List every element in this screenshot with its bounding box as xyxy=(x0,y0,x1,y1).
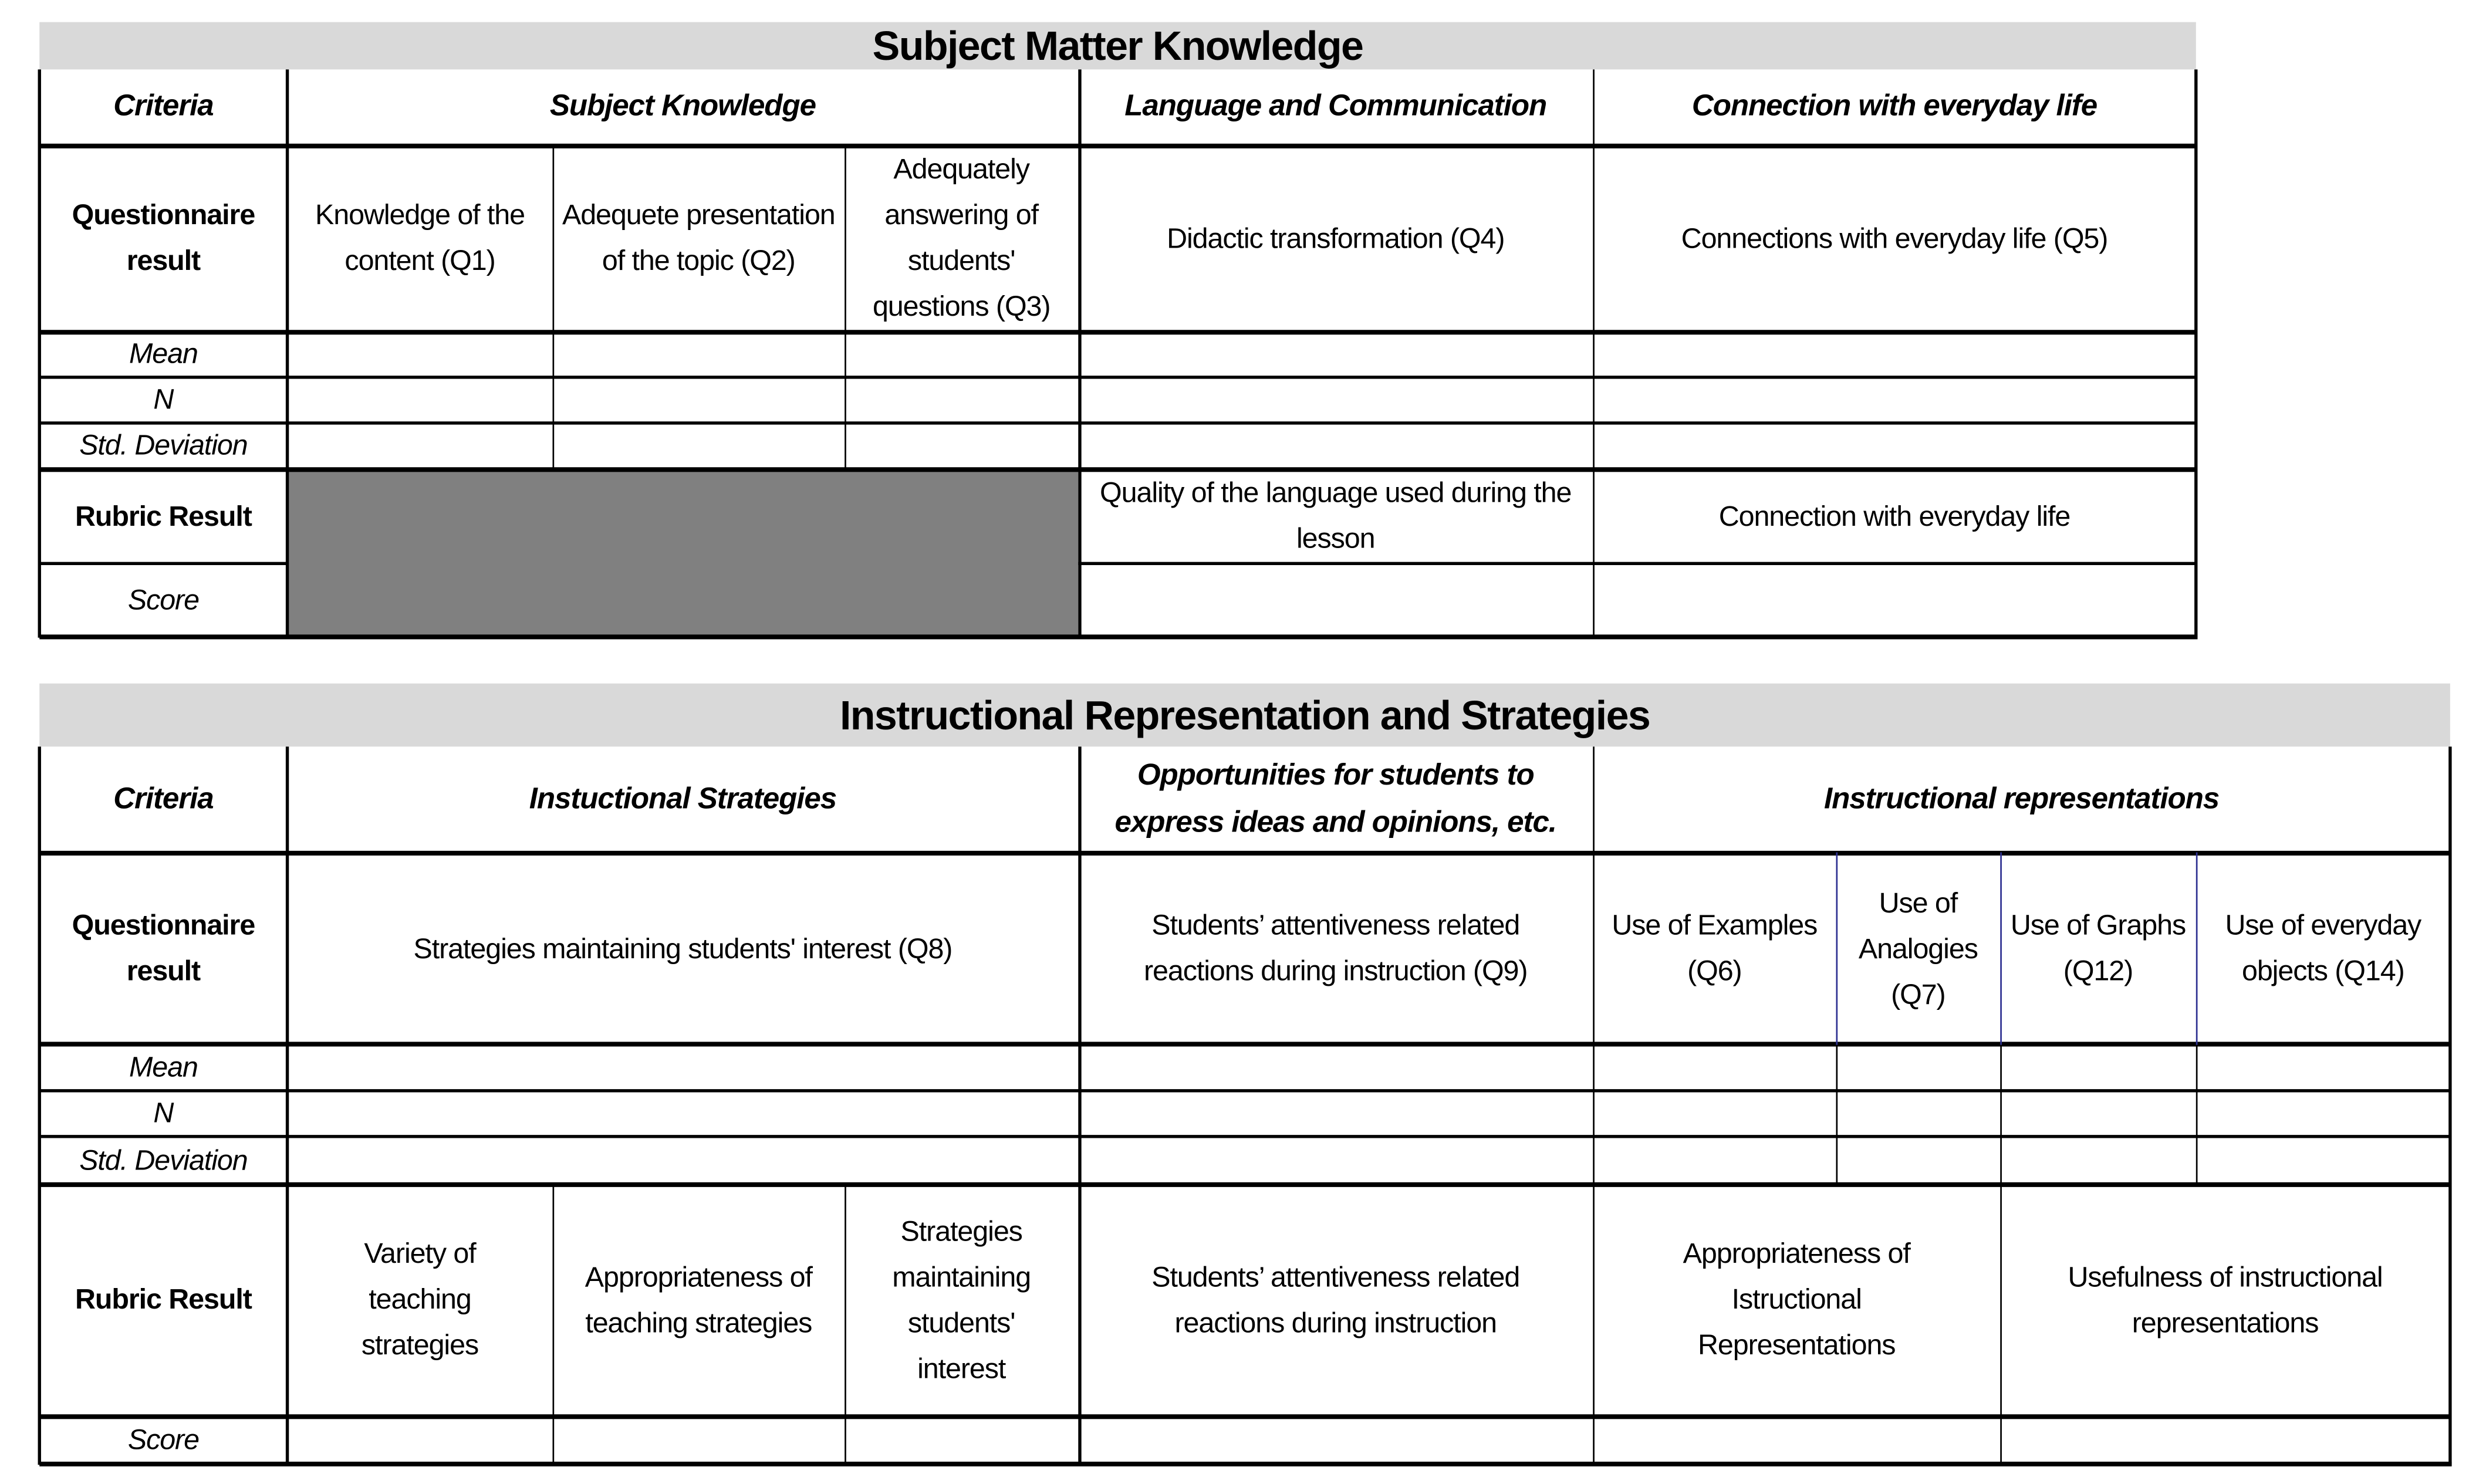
smk-title: Subject Matter Knowledge xyxy=(39,22,2196,70)
grid-line xyxy=(286,69,289,637)
grid-line xyxy=(39,851,2450,856)
irs-criterion-opportunities: Opportunities for students to express ideas and opinions, etc. xyxy=(1114,758,1556,839)
irs-q14: Use of everyday objects (Q14) xyxy=(2225,909,2421,987)
irs-title: Instructional Representation and Strategies xyxy=(39,684,2450,747)
irs-q7: Use of Analogies (Q7) xyxy=(1858,886,1978,1010)
smk-mean-label: Mean xyxy=(129,337,198,370)
grid-line xyxy=(845,145,846,468)
grid-line xyxy=(39,1135,2450,1138)
smk-n-label: N xyxy=(153,383,174,415)
grid-line xyxy=(2000,853,2002,1045)
smk-criterion-language: Language and Communication xyxy=(1124,90,1547,123)
smk-criterion-subject-knowledge: Subject Knowledge xyxy=(549,90,816,123)
irs-n-label: N xyxy=(153,1097,174,1129)
grid-line xyxy=(1836,853,1838,1045)
grid-line xyxy=(38,69,41,637)
smk-std-label: Std. Deviation xyxy=(79,429,248,461)
grid-line xyxy=(39,1042,2450,1046)
irs-rubric-label: Rubric Result xyxy=(75,1283,252,1315)
grid-line xyxy=(2196,1045,2198,1184)
smk-shaded-block xyxy=(288,469,1079,636)
grid-line xyxy=(553,1184,555,1465)
grid-line xyxy=(39,421,2196,424)
grid-line xyxy=(2196,853,2198,1045)
grid-line xyxy=(845,1184,846,1465)
smk-q4: Didactic transformation (Q4) xyxy=(1167,221,1505,253)
grid-line xyxy=(2448,746,2451,1465)
smk-criteria-label: Criteria xyxy=(113,90,214,123)
smk-q1: Knowledge of the content (Q1) xyxy=(315,198,525,276)
irs-q9: Students’ attentiveness related reactions during instruction (Q9) xyxy=(1143,909,1528,987)
irs-rubric-appropriateness-representations: Appropriateness of Istructional Representations xyxy=(1683,1237,1910,1361)
irs-q12: Use of Graphs (Q12) xyxy=(2010,909,2186,987)
smk-rubric-everyday-life: Connection with everyday life xyxy=(1718,499,2071,532)
irs-mean-label: Mean xyxy=(129,1051,198,1083)
smk-q2: Adequete presentation of the topic (Q2) xyxy=(562,198,835,276)
irs-rubric-variety: Variety of teaching strategies xyxy=(361,1237,479,1361)
grid-line xyxy=(39,467,2196,472)
irs-rubric-usefulness: Usefulness of instructional representations xyxy=(2068,1260,2383,1338)
grid-line xyxy=(553,145,555,468)
smk-rubric-language: Quality of the language used during the lesson xyxy=(1100,476,1572,555)
grid-line xyxy=(1593,69,1595,637)
smk-questionnaire-label: Questionnaire result xyxy=(72,198,255,276)
irs-rubric-appropriateness-strategies: Appropriateness of teaching strategies xyxy=(585,1260,812,1338)
grid-line xyxy=(39,1414,2450,1419)
irs-rubric-attentiveness: Students’ attentiveness related reactions during instruction xyxy=(1151,1260,1520,1338)
grid-line xyxy=(39,1462,2451,1466)
grid-line xyxy=(2194,69,2197,637)
irs-questionnaire-label: Questionnaire result xyxy=(72,909,255,987)
grid-line xyxy=(38,746,41,1465)
smk-criterion-everyday-life: Connection with everyday life xyxy=(1691,90,2098,123)
irs-std-label: Std. Deviation xyxy=(79,1143,248,1175)
irs-q8: Strategies maintaining students' interest (Q8) xyxy=(413,932,953,964)
grid-line xyxy=(1078,69,1081,637)
grid-line xyxy=(1593,746,1595,1465)
grid-line xyxy=(1078,746,1081,1465)
grid-line xyxy=(2000,1045,2002,1465)
irs-criterion-representations: Instructional representations xyxy=(1823,782,2220,816)
irs-score-label: Score xyxy=(127,1423,199,1455)
grid-line xyxy=(39,1089,2450,1092)
grid-line xyxy=(39,144,2196,148)
grid-line xyxy=(39,330,2196,334)
grid-line xyxy=(1836,1045,1838,1184)
smk-score-label: Score xyxy=(127,583,199,615)
irs-criteria-label: Criteria xyxy=(113,782,214,816)
grid-line xyxy=(286,746,289,1465)
irs-q6: Use of Examples (Q6) xyxy=(1612,909,1818,987)
grid-line xyxy=(39,562,287,565)
grid-line xyxy=(39,376,2196,378)
smk-q3: Adequately answering of students' questions (Q3) xyxy=(872,153,1051,322)
irs-criterion-strategies: Instuctional Strategies xyxy=(529,782,837,816)
smk-rubric-label: Rubric Result xyxy=(75,499,252,532)
irs-rubric-maintaining-interest: Strategies maintaining students' interest xyxy=(892,1214,1031,1384)
grid-line xyxy=(39,634,2197,639)
smk-q5: Connections with everyday life (Q5) xyxy=(1681,221,2108,253)
grid-line xyxy=(39,1182,2450,1187)
grid-line xyxy=(1078,562,2196,565)
